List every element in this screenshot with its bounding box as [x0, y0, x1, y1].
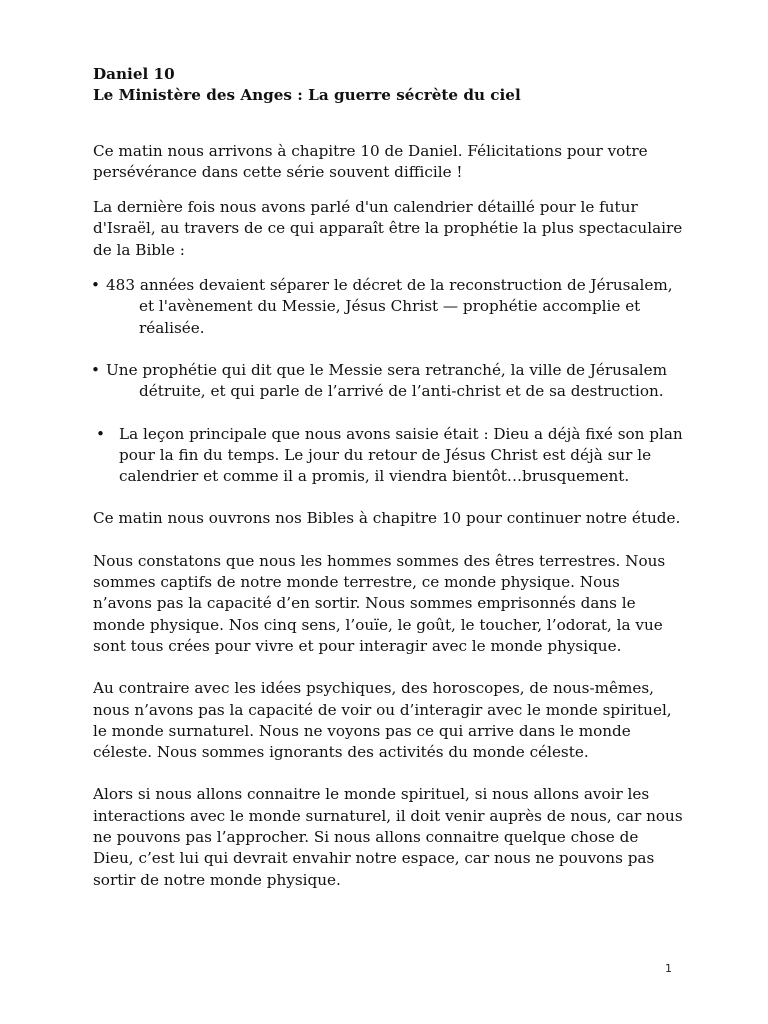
bullet-icon: • — [91, 276, 100, 295]
document-page — [93, 64, 683, 905]
title-line-1: Daniel 10 — [93, 65, 175, 83]
approach-paragraph: Alors si nous allons connaitre le monde spirituel, si nous allons avoir les interactions avec le monde surnaturel, il doit venir auprès de nous, car nous ne pouvons pas l’approcher. Si nous allons connaitre quelque chose de Dieu, c’est lui qui devrait envahir notre espace, car nous ne pouvons pas sortir de notre monde physique. — [93, 785, 683, 889]
intro-paragraph: Ce matin nous arrivons à chapitre 10 de Daniel. Félicitations pour votre persévérance dans cette série souvent difficile ! — [93, 141, 648, 181]
list-item — [93, 275, 683, 339]
list-item-text: Une prophétie qui dit que le Messie sera retranché, la ville de Jérusalem détruite, et qui parle de l’arrivé de l’anti-christ et de sa destruction. — [106, 360, 668, 401]
list-item — [93, 424, 683, 488]
bullet-icon: • — [96, 424, 105, 443]
study-paragraph: Ce matin nous ouvrons nos Bibles à chapitre 10 pour continuer notre étude. — [93, 509, 681, 528]
title-line-2: Le Ministère des Anges : La guerre sécrète du ciel — [93, 86, 521, 105]
bullet-list — [93, 275, 683, 487]
list-item-text: 483 années devaient séparer le décret de la reconstruction de Jérusalem, et l'avènement du Messie, Jésus Christ — prophétie accomplie et réalisée. — [106, 276, 673, 337]
page-number: 1 — [665, 962, 672, 975]
earthly-paragraph: Nous constatons que nous les hommes sommes des êtres terrestres. Nous sommes captifs de notre monde terrestre, ce monde physique. Nous n’avons pas la capacité d’en sortir. Nous sommes emprisonnés dans le monde physique. Nos cinq sens, l’ouïe, le goût, le toucher, l’odorat, la vue sont tous crées pour vivre et pour interagir avec le monde physique. — [93, 551, 666, 655]
context-paragraph: La dernière fois nous avons parlé d'un calendrier détaillé pour le futur d'Israël, au travers de ce qui apparaît être la prophétie la plus spectaculaire de la Bible : — [93, 198, 683, 259]
list-item — [93, 360, 683, 403]
document-title — [93, 64, 683, 107]
list-item-text: La leçon principale que nous avons saisie était : Dieu a déjà fixé son plan pour la fin du temps. Le jour du retour de Jésus Christ est déjà sur le calendrier et comme il a promis, il viendra bientôt…brusquement. — [119, 424, 683, 486]
bullet-icon: • — [91, 360, 100, 379]
spiritual-paragraph: Au contraire avec les idées psychiques, des horoscopes, de nous-mêmes, nous n’avons pas la capacité de voir ou d’interagir avec le monde spirituel, le monde surnaturel. Nous ne voyons pas ce qui arrive dans le monde céleste. Nous sommes ignorants des activités du monde céleste. — [93, 679, 672, 762]
